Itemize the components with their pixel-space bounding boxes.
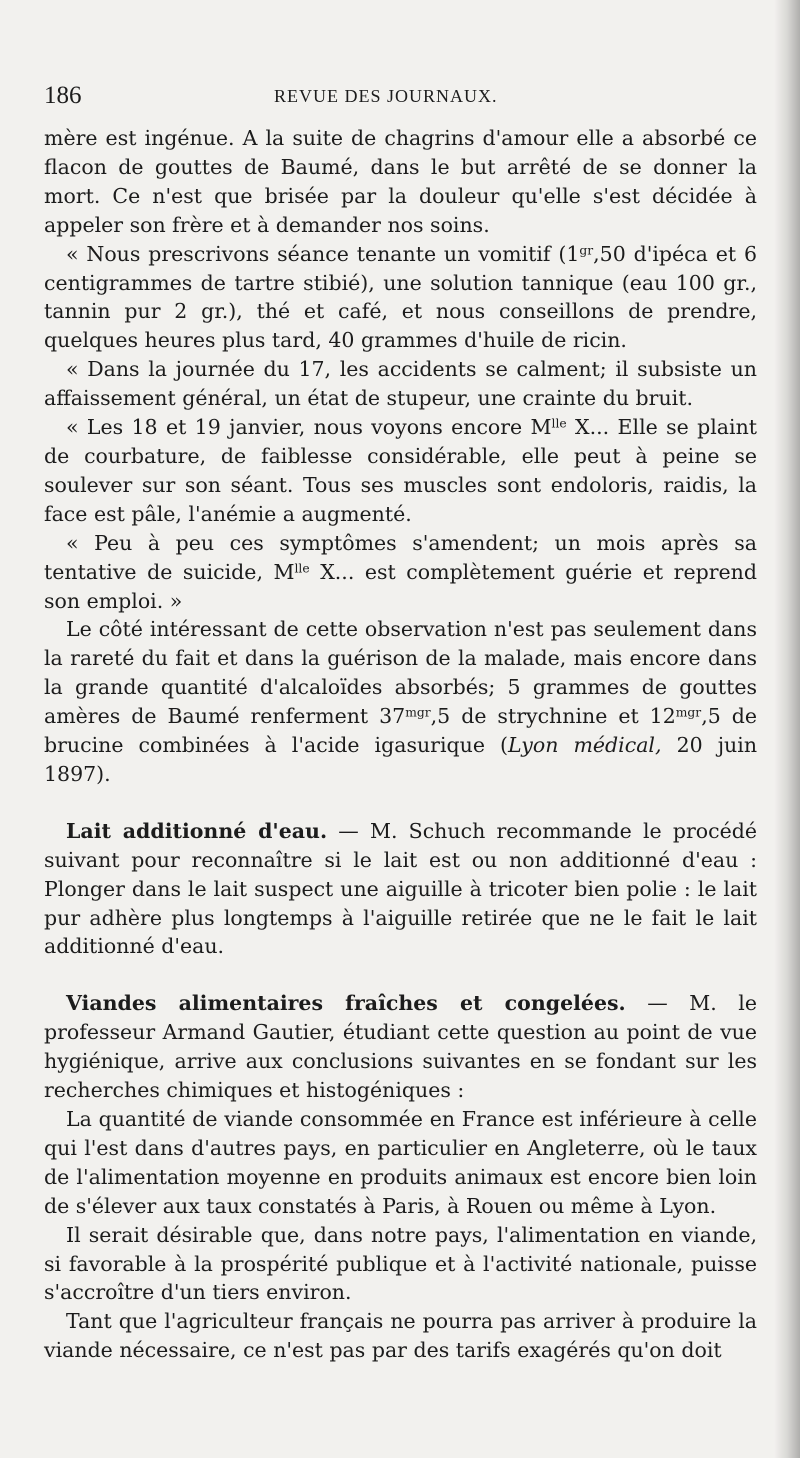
body-text — [44, 124, 757, 1365]
paragraph: Le côté intéressant de cette observation n'est pas seulement dans la rareté du fait et dans la guérison de la malade, mais encore dans la grande quantité d'alcaloïdes absorbés; 5 grammes de gouttes amères de Baumé renferment $37^{mgr},5$ de strychnine et $12^{mgr},5$ de brucine combinées à l'acide igasurique (Lyon médical, 20 juin 1897). — [44, 617, 758, 786]
paragraph: « Nous prescrivons séance tenante un vomitif ($1^{gr},50$ d'ipéca et 6 centigrammes de tartre stibié), une solution tannique (eau 100 gr., tannin pur 2 gr.), thé et café, et nous conseillons de prendre, quelques heures plus tard, 40 grammes d'huile de ricin. — [44, 241, 757, 353]
paragraph: Tant que l'agriculteur français ne pourra pas arriver à produire la viande nécessaire, ce n'est pas par des tarifs exagérés qu'on doit — [44, 1309, 757, 1363]
paragraph: « Dans la journée du 17, les accidents se calment; il subsiste un affaissement général, un état de stupeur, une crainte du bruit. — [44, 357, 757, 411]
paragraph: Il serait désirable que, dans notre pays, l'alimentation en viande, si favorable à la prospérité publique et à l'activité nationale, puisse s'accroître d'un tiers environ. — [44, 1222, 757, 1305]
citation-title: Lyon médical, — [508, 733, 662, 758]
page-edge-shadow — [774, 0, 800, 1458]
section-viandes: Viandes alimentaires fraîches et congelées. — M. le professeur Armand Gautier, étudiant cette question au point de vue hygiénique, arrive aux conclusions suivantes en se fondant sur les recherches chimiques et histogéniques : — [44, 991, 757, 1103]
paragraph: « Les 18 et 19 janvier, nous voyons encore $M^{lle}$ X... Elle se plaint de courbature, de faiblesse considérable, elle peut à peine se soulever sur son séant. Tous ses muscles sont endoloris, raidis, la face est pâle, l'anémie a augmenté. — [44, 415, 758, 526]
paragraph: mère est ingénue. A la suite de chagrins d'amour elle a absorbé ce flacon de gouttes de Baumé, dans le but arrêté de se donner la mort. Ce n'est que brisée par la douleur qu'elle s'est décidée à appeler son frère et à demander nos soins. — [44, 126, 757, 237]
section-heading: Lait additionné d'eau. — [66, 818, 328, 843]
paragraph: « Peu à peu ces symptômes s'amendent; un mois après sa tentative de suicide, $M^{lle}$ X... est complètement guérie et reprend son emploi. » — [44, 530, 757, 613]
section-heading: Viandes alimentaires fraîches et congelées. — [66, 991, 626, 1016]
running-head: REVUE DES JOURNAUX. — [274, 86, 498, 106]
page-header — [44, 82, 756, 116]
section-lait: Lait additionné d'eau. — M. Schuch recommande le procédé suivant pour reconnaître si le lait est ou non additionné d'eau : Plonger dans le lait suspect une aiguille à tricoter bien polie : le lait pur adhère plus longtemps à l'aiguille retirée que ne le fait le lait additionné d'eau. — [44, 818, 757, 959]
page-number: 186 — [44, 82, 82, 109]
paragraph: La quantité de viande consommée en France est inférieure à celle qui l'est dans d'autres pays, en particulier en Angleterre, où le taux de l'alimentation moyenne en produits animaux est encore bien loin de s'élever aux taux constatés à Paris, à Rouen ou même à Lyon. — [44, 1107, 757, 1218]
